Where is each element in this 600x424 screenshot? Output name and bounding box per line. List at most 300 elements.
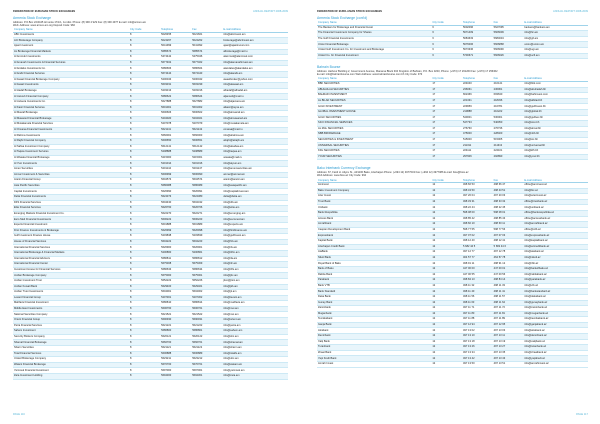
company-table [317, 178, 588, 368]
cell-company-name: Ganja Bank [317, 322, 431, 328]
cell-city-code: 8 [129, 60, 160, 66]
cell-email: info@zaminbank.az [523, 306, 588, 312]
cell-email: info@almawared.am [222, 116, 288, 122]
cell-fax: 5604574 [191, 178, 222, 184]
cell-email: info@alsafwa.am [222, 144, 288, 150]
cell-fax: 5601002 [191, 105, 222, 111]
cell-city-code: 12 [431, 328, 462, 334]
cell-telephone: 5041999 [160, 43, 191, 49]
cell-city-code: 8 [129, 94, 160, 100]
cell-city-code: 8 [129, 250, 160, 256]
cell-company-name: Jordan Brokerage Company [13, 273, 129, 279]
cell-company-name: Al Andalus Investments Co. [13, 66, 129, 72]
cell-telephone: 5621521 [160, 312, 191, 318]
cell-city-code: 8 [129, 144, 160, 150]
cell-email: info@mahfaza.am [222, 301, 288, 307]
cell-telephone: 5604573 [160, 178, 191, 184]
cell-company-name: Al Jazeera Investments Co. [13, 99, 129, 105]
cell-telephone: 447 00 55 [462, 272, 493, 278]
cell-email: info@bankofbaku.az [523, 266, 588, 272]
cell-company-name: First Finance Investments & Brokerage [13, 228, 129, 234]
cell-email: info@gulfinvest.bh [523, 104, 588, 110]
company-table [13, 28, 288, 380]
cell-email: info@watani.am [222, 362, 288, 368]
cell-fax: 5652226 [191, 278, 222, 284]
cell-email: info@albilad.bh [523, 98, 588, 104]
cell-city-code: 12 [431, 322, 462, 328]
cell-telephone: 5207078 [160, 122, 191, 128]
cell-company-name: Capital Investments [13, 189, 129, 195]
cell-fax: 5690931 [191, 318, 222, 324]
cell-city-code: 8 [129, 43, 160, 49]
cell-city-code: 8 [129, 178, 160, 184]
cell-telephone: 498 12 40 [462, 238, 493, 244]
cell-fax: 497 20 03 [493, 194, 524, 200]
cell-city-code: 8 [129, 262, 160, 268]
cell-fax: 5686664 [191, 66, 222, 72]
cell-fax: 5606990 [191, 172, 222, 178]
cell-company-name: Experts Financial Investment [13, 222, 129, 228]
cell-company-name: Al Rajhi Financial Company [13, 139, 129, 145]
cell-email: info@levant.am [222, 295, 288, 301]
cell-telephone: 662466 [462, 93, 493, 99]
cell-company-name: Al Taqwa Investment Services [13, 150, 129, 156]
cell-email: info@elite.am [222, 206, 288, 212]
cell-company-name: Mahfaza Financial Investment [13, 301, 129, 307]
cell-fax: 5606651 [191, 139, 222, 145]
cell-city-code: 8 [129, 139, 160, 145]
cell-company-name: Elite Financial Services [13, 206, 129, 212]
cell-fax: 5621222 [191, 323, 222, 329]
cell-telephone: 5675000 [160, 273, 191, 279]
cell-company-name: United Co. for Financial Investment [317, 53, 431, 59]
cell-email: info@jbc.am [222, 273, 288, 279]
cell-company-name: Emerging Markets Financial Investment Co. [13, 211, 129, 217]
cell-company-name: Deka Bank [317, 294, 431, 300]
cell-fax: 5201016 [191, 161, 222, 167]
cell-company-name: Gunay Bank [317, 300, 431, 306]
cell-telephone: 515000 [462, 137, 493, 143]
cell-company-name: Al Mawared Financial Brokerage [13, 116, 129, 122]
cell-fax: 498 60 11 [493, 222, 524, 228]
cell-city-code: 8 [129, 267, 160, 273]
cell-telephone: 5627888 [160, 99, 191, 105]
cell-city-code: 8 [129, 122, 160, 128]
cell-telephone: 497 11 88 [462, 317, 493, 323]
column-header-telephone: Telephone [462, 77, 493, 82]
cell-fax: 5606609 [493, 31, 524, 37]
cell-city-code: 8 [129, 88, 160, 94]
cell-company-name: Al Omaraa Financial Investments [13, 127, 129, 133]
cell-fax: 210141 [493, 81, 524, 87]
cell-telephone: 5686800 [160, 329, 191, 335]
cell-fax: 497 12 78 [493, 250, 524, 256]
cell-telephone: 5201144 [160, 167, 191, 173]
cell-company-name: Kapital Bank [317, 238, 431, 244]
cell-company-name: House of Financial Services [13, 239, 129, 245]
cell-email: info@amensecurities.am [222, 167, 288, 173]
cell-city-code: 12 [431, 266, 462, 272]
cell-email: info@amrahbank.az [523, 222, 588, 228]
cell-telephone: 464 57 77 [462, 255, 493, 261]
cell-email: info@aljazeera.am [222, 99, 288, 105]
cell-city-code: 17 [431, 104, 462, 110]
cell-company-name: United Gulf Investment Co. for Investment and Brokerage [317, 47, 431, 53]
cell-city-code: 6 [431, 31, 462, 37]
cell-city-code: 8 [129, 150, 160, 156]
cell-fax: 5626901 [191, 245, 222, 251]
cell-email: info@atrabank.az [523, 328, 588, 334]
column-header-company-name: Company Name [317, 21, 431, 26]
cell-telephone: 224040 [462, 81, 493, 87]
cell-fax: 5024262 [191, 38, 222, 44]
cell-company-name: Ziraat Bank [317, 350, 431, 356]
cell-telephone: 5024267 [160, 38, 191, 44]
cell-telephone: 5602096 [462, 25, 493, 31]
cell-telephone: 475000 [462, 132, 493, 138]
cell-fax: 5626991 [191, 189, 222, 195]
cell-fax: 497 11 89 [493, 317, 524, 323]
cell-email: office@aminvest.az [523, 183, 588, 189]
cell-city-code: 8 [129, 71, 160, 77]
table-row [317, 362, 588, 368]
cell-city-code: 12 [431, 244, 462, 250]
cell-company-name: Jordan Trust Investments [13, 290, 129, 296]
cell-telephone: 497 13 02 [462, 328, 493, 334]
cell-telephone: 5474442 [160, 55, 191, 61]
cell-telephone: 598 77 55 [462, 227, 493, 233]
cell-fax: 218336 [493, 98, 524, 104]
cell-company-name: Caspian Development Bank [317, 227, 431, 233]
cell-email: brokerage@abciinvest.am [222, 38, 288, 44]
cell-city-code: 8 [129, 32, 160, 38]
cell-email: info@expressbank.az [523, 233, 588, 239]
cell-fax: 5686801 [191, 329, 222, 335]
cell-fax: 5686624 [191, 94, 222, 100]
cell-telephone: 5601888 [160, 222, 191, 228]
cell-email: info@ucfi.am [523, 53, 588, 59]
cell-city-code: 8 [129, 306, 160, 312]
cell-telephone: 498 85 42 [462, 216, 493, 222]
cell-fax: 5600602 [191, 111, 222, 117]
cell-company-name: GLOBAL INVESTMENT HOUSE [317, 109, 431, 115]
cell-company-name: DFS Financial Services [13, 200, 129, 206]
cell-fax: 498 12 41 [493, 238, 524, 244]
cell-email: info@orient.am [222, 318, 288, 324]
cell-telephone: 5686810 [160, 301, 191, 307]
cell-city-code: 12 [431, 205, 462, 211]
cell-fax: 216781 [493, 104, 524, 110]
cell-city-code: 17 [431, 126, 462, 132]
cell-fax: 5606626 [493, 53, 524, 59]
cell-city-code: 12 [431, 238, 462, 244]
cell-email: aranin@aranin.am [222, 178, 288, 184]
cell-city-code: 8 [129, 256, 160, 262]
column-header-company-name: Company Name [317, 178, 431, 183]
cell-company-name: ABUHAILAH SECURITIES [317, 87, 431, 93]
cell-city-code: 8 [129, 49, 160, 55]
cell-fax: 5207079 [191, 122, 222, 128]
cell-email: ajast@ajastinvest.com [222, 43, 288, 49]
cell-email: info@dekabank.az [523, 294, 588, 300]
cell-company-name: Sharm Securities [13, 346, 129, 352]
cell-company-name: Middle East Investments [13, 306, 129, 312]
cell-telephone: 5200043 [160, 77, 191, 83]
cell-telephone: 5694300 [160, 374, 191, 380]
column-header-telephone: Telephone [462, 178, 493, 183]
cell-fax: 211313 [493, 143, 524, 149]
cell-fax: 497 13 35 [493, 350, 524, 356]
cell-fax: 5684634 [493, 36, 524, 42]
cell-fax: 5606889 [191, 351, 222, 357]
cell-city-code: 8 [129, 312, 160, 318]
cell-telephone: 5621221 [160, 323, 191, 329]
cell-email: info@petra.am [222, 323, 288, 329]
cell-city-code: 8 [129, 278, 160, 284]
cell-city-code: 8 [129, 318, 160, 324]
cell-city-code: 8 [129, 357, 160, 363]
cell-email: info@taqwa.am [222, 150, 288, 156]
cell-fax: 5606690 [493, 47, 524, 53]
cell-company-name: ACI Brokerage Company [13, 38, 129, 44]
cell-fax: 498 91 12 [493, 261, 524, 267]
cell-city-code: 12 [431, 250, 462, 256]
cell-city-code: 12 [431, 317, 462, 323]
cell-city-code: 6 [431, 53, 462, 59]
cell-city-code: 12 [431, 362, 462, 368]
cell-fax: 5674443 [191, 71, 222, 77]
cell-city-code: 17 [431, 81, 462, 87]
cell-telephone: 5623211 [160, 357, 191, 363]
cell-fax: 5621122 [191, 346, 222, 352]
cell-city-code: 12 [431, 300, 462, 306]
cell-company-name: Jordan Investment Trust [13, 278, 129, 284]
cell-fax: 497 07 03 [493, 233, 524, 239]
cell-fax: 5686089 [191, 183, 222, 189]
cell-company-name: Sahem Investment [13, 329, 129, 335]
cell-fax: 5604002 [191, 290, 222, 296]
cell-email: info@mutakamela.am [222, 122, 288, 128]
column-header-fax: Fax [493, 77, 524, 82]
cell-telephone: 5026455 [160, 32, 191, 38]
cell-email: info@almal.bh [523, 126, 588, 132]
cell-company-name: NBB BROKERAGE [317, 132, 431, 138]
cell-fax: 5694301 [191, 374, 222, 380]
cell-company-name: Amen Securities [13, 167, 129, 173]
cell-telephone: 5604001 [160, 290, 191, 296]
cell-fax: 5670701 [191, 362, 222, 368]
cell-company-name: Muganbank [317, 311, 431, 317]
cell-company-name: Al Mutakamela Financial Services [13, 122, 129, 128]
page-number: PAGE 116 [13, 413, 25, 416]
cell-fax: 5666701 [191, 340, 222, 346]
column-header-telephone: Telephone [462, 21, 493, 26]
cell-email: info@kapitalbank.az [523, 238, 588, 244]
cell-email: info@nikoil.az [523, 255, 588, 261]
cell-email: info@rbb.az [523, 261, 588, 267]
cell-company-name: Union Financial Brokerage [317, 42, 431, 48]
cell-fax: 5606761 [191, 306, 222, 312]
cell-email: info@abuhailah.bh [523, 87, 588, 93]
cell-fax: 224101 [493, 149, 524, 155]
cell-company-name: KFH SECURITIES [317, 149, 431, 155]
cell-email: info@ibfm.am [222, 250, 288, 256]
cell-telephone: 498 84 13 [462, 278, 493, 284]
cell-company-name: Azerbaijan Credit Bank [317, 244, 431, 250]
cell-city-code: 8 [129, 374, 160, 380]
cell-city-code: 8 [129, 189, 160, 195]
cell-company-name: Ajast Investment [13, 43, 129, 49]
cell-city-code: 8 [129, 200, 160, 206]
cell-telephone: 497 07 02 [462, 233, 493, 239]
cell-fax: 5697001 [191, 368, 222, 374]
cell-email: jitco@jitco.am [222, 278, 288, 284]
cell-fax: 5207302 [191, 295, 222, 301]
cell-email: union@union.am [523, 42, 588, 48]
cell-email: info@sahem.am [222, 329, 288, 335]
cell-company-name: Trust Bank [317, 199, 431, 205]
cell-company-name: Bank of Baku [317, 266, 431, 272]
cell-email: info@dfs.am [222, 200, 288, 206]
cell-telephone: 497 11 80 [462, 311, 493, 317]
cell-company-name: Al Rahma Investments [13, 133, 129, 139]
cell-telephone: 5673336 [462, 47, 493, 53]
cell-city-code: 8 [129, 222, 160, 228]
company-table [317, 77, 588, 160]
cell-email: info@unibank.az [523, 205, 588, 211]
cell-email: info@ihfs.am [222, 267, 288, 273]
section-title: Armenia Stock Exchange (cont'd) [317, 16, 368, 20]
table-row [13, 374, 288, 380]
cell-email: info@abcinvest.am [222, 32, 288, 38]
report-org: FEDERATION OF EURO-ASIAN STOCK EXCHANGES [317, 10, 383, 13]
cell-company-name: Parabank [317, 278, 431, 284]
cell-email: info@parabank.az [523, 278, 588, 284]
cell-city-code: 12 [431, 306, 462, 312]
cell-telephone: 5606888 [160, 351, 191, 357]
cell-company-name: Zara Investment Holding [13, 374, 129, 380]
cell-email: info@alyusr.am [222, 161, 288, 167]
cell-fax: 5604223 [191, 239, 222, 245]
cell-email: info@zara.am [222, 374, 288, 380]
cell-telephone: 5700671 [462, 53, 493, 59]
cell-city-code: 8 [129, 183, 160, 189]
cell-city-code: 8 [129, 99, 160, 105]
cell-email: alandalus@alandalus.am [222, 66, 288, 72]
cell-email: info@azerinvest.az [523, 194, 588, 200]
cell-fax: 530001 [493, 115, 524, 121]
cell-city-code: 8 [129, 346, 160, 352]
cell-fax: 498 11 33 [493, 283, 524, 289]
cell-telephone: 498 66 53 [462, 183, 493, 189]
cell-telephone: 5686622 [160, 94, 191, 100]
cell-telephone: 498 60 10 [462, 222, 493, 228]
cell-email: info@bbk.com [523, 81, 588, 87]
cell-email: delta@delta.am [222, 195, 288, 201]
cell-email: anmar@anmar.am [222, 172, 288, 178]
table-row [317, 154, 588, 160]
cell-email: info@demirbank.az [523, 334, 588, 340]
cell-city-code: 8 [129, 284, 160, 290]
cell-telephone: 498 33 31 [462, 199, 493, 205]
cell-telephone: 224111 [462, 149, 493, 155]
cell-city-code: 12 [431, 356, 462, 362]
cell-city-code: 12 [431, 278, 462, 284]
cell-company-name: Delta Financial Investments [13, 195, 129, 201]
cell-email: info@xalqbank.az [523, 339, 588, 345]
cell-city-code: 12 [431, 272, 462, 278]
cell-telephone: 498 43 50 [462, 188, 493, 194]
cell-city-code: 8 [129, 239, 160, 245]
cell-email: info@ifa.am [222, 256, 288, 262]
cell-telephone: 540001 [462, 115, 493, 121]
cell-email: info@totalfs.am [222, 351, 288, 357]
cell-telephone: 498 11 56 [462, 294, 493, 300]
cell-fax: 497 13 03 [493, 328, 524, 334]
cell-email: alhadaf@alhadaf.am [222, 88, 288, 94]
cell-city-code: 12 [431, 227, 462, 233]
cell-telephone: 598 08 00 [462, 211, 493, 217]
column-header-company-name: Company Name [317, 77, 431, 82]
cell-fax: 276736 [493, 126, 524, 132]
cell-fax: 210222 [493, 109, 524, 115]
cell-fax: 5622271 [191, 211, 222, 217]
column-header-fax: Fax [493, 21, 524, 26]
cell-telephone: 5204020 [160, 116, 191, 122]
cell-fax: 498 11 64 [493, 300, 524, 306]
cell-telephone: 5685674 [160, 49, 191, 55]
cell-fax: 5675001 [191, 273, 222, 279]
page-number: PAGE 117 [576, 413, 588, 416]
cell-email: info@mei.am [222, 306, 288, 312]
cell-city-code: 17 [431, 143, 462, 149]
cell-city-code: 12 [431, 294, 462, 300]
cell-telephone: 497 13 42 [462, 356, 493, 362]
cell-telephone: 5626990 [160, 189, 191, 195]
cell-telephone: 5675308 [160, 262, 191, 268]
cell-email: info@jkb.am [222, 284, 288, 290]
section-web: Web Address: www.bice.az City Code: 994 [317, 174, 367, 178]
cell-email: info@azcreditbank.az [523, 244, 588, 250]
cell-email: info@hfs.am [222, 239, 288, 245]
cell-fax: 447 00 01 [493, 266, 524, 272]
cell-company-name: AL MAL SECURITIES [317, 126, 431, 132]
cell-telephone: 5626999 [160, 228, 191, 234]
cell-fax: 5604432 [191, 200, 222, 206]
cell-telephone: 211311 [462, 143, 493, 149]
cell-fax: 497 12 95 [493, 322, 524, 328]
cell-city-code: 8 [129, 290, 160, 296]
cell-email: info@sic.bh [523, 137, 588, 143]
cell-email: info@atabank.az [523, 250, 588, 256]
cell-fax: 5677462 [191, 60, 222, 66]
cell-email: info@sharm.am [222, 346, 288, 352]
column-header-city-code: City Code [431, 178, 462, 183]
cell-fax: 5606223 [191, 217, 222, 223]
cell-company-name: Gulf Investment Finance House [13, 234, 129, 240]
cell-email: info@almasraf.am [222, 111, 288, 117]
cell-email: info@texnikabank.az [523, 317, 588, 323]
cell-city-code: 8 [129, 245, 160, 251]
cell-telephone: 5670700 [160, 362, 191, 368]
cell-email: info@ugi.am [523, 47, 588, 53]
cell-telephone: 5686088 [160, 183, 191, 189]
column-header-city-code: City Code [431, 77, 462, 82]
cell-telephone: 5684633 [462, 36, 493, 42]
cell-telephone: 5697000 [160, 368, 191, 374]
cell-telephone: 229959 [462, 104, 493, 110]
cell-city-code: 8 [129, 77, 160, 83]
